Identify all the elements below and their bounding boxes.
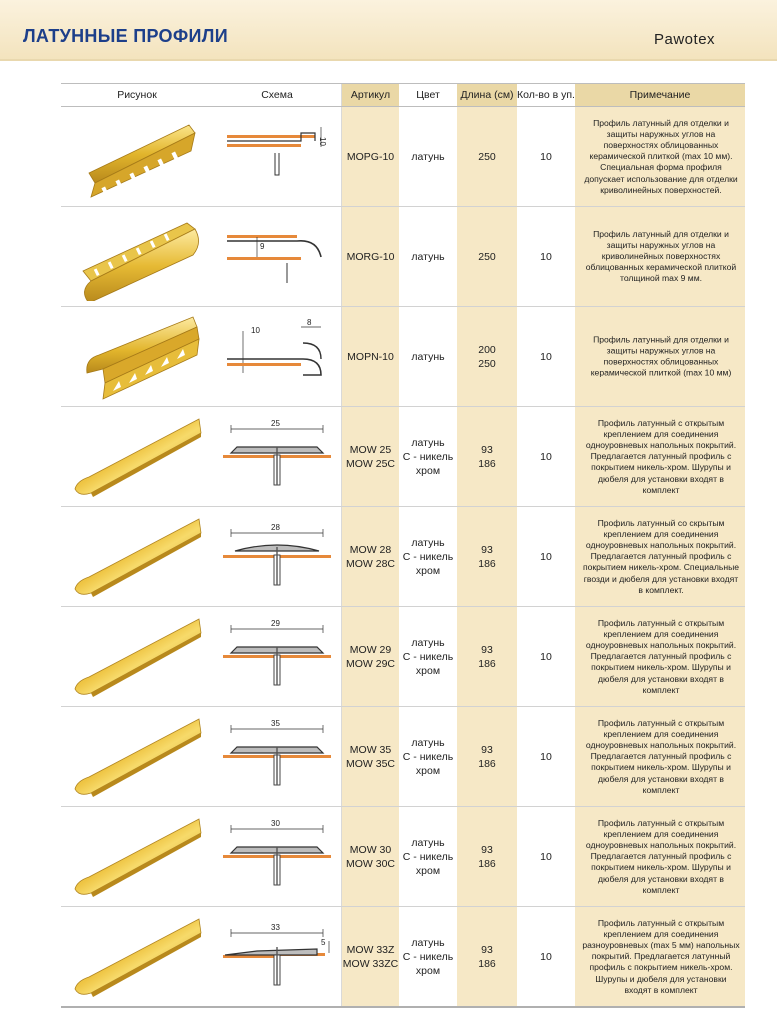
row-length: 250 <box>478 250 496 263</box>
row-picture <box>61 907 213 1006</box>
threshold-strip-image <box>69 911 205 1001</box>
row-quantity: 10 <box>540 550 552 563</box>
row-quantity: 10 <box>540 450 552 463</box>
row-note-cell <box>575 407 745 506</box>
table-row <box>61 207 745 307</box>
row-article-cell <box>342 107 399 206</box>
row-picture <box>61 707 213 806</box>
row-note: Профиль латунный со скрытым креплением для соединения одноуровневых напольных покрытий. Предлагается латунный профиль с покрытием никель-хром. Специальные гвозди и дюбеля для установки входят в комплект. <box>582 517 740 595</box>
row-length: 93 186 <box>478 743 496 770</box>
row-article-cell <box>342 307 399 406</box>
row-length: 93 186 <box>478 643 496 670</box>
header-scheme: Схема <box>213 84 342 106</box>
threshold-strip-image <box>69 411 205 501</box>
row-length: 93 186 <box>478 443 496 470</box>
scheme-drawing <box>217 113 337 193</box>
threshold-strip-image <box>69 711 205 801</box>
table-header <box>61 83 745 107</box>
row-scheme <box>213 407 342 506</box>
row-note-cell <box>575 507 745 606</box>
row-article: MOW 29 MOW 29C <box>345 643 395 670</box>
row-length-cell <box>457 807 517 906</box>
scheme-drawing <box>217 213 337 293</box>
row-note-cell <box>575 907 745 1006</box>
row-picture <box>61 507 213 606</box>
header-length: Длина (см) <box>457 84 517 106</box>
row-scheme <box>213 207 342 306</box>
row-picture <box>61 107 213 206</box>
row-article: MOW 35 MOW 35C <box>345 743 395 770</box>
row-color: латунь С - никель хром <box>402 936 454 977</box>
row-note-cell <box>575 807 745 906</box>
table-row <box>61 807 745 907</box>
dim-label: 28 <box>271 523 280 532</box>
row-article-cell <box>342 407 399 506</box>
header-picture: Рисунок <box>117 89 157 101</box>
header-article: Артикул <box>342 84 399 106</box>
row-color: латунь С - никель хром <box>402 836 454 877</box>
row-quantity: 10 <box>540 850 552 863</box>
table-row <box>61 407 745 507</box>
row-picture <box>61 207 213 306</box>
scheme-drawing <box>217 813 337 893</box>
scheme-drawing <box>217 313 337 393</box>
row-length-cell <box>457 307 517 406</box>
table-row <box>61 307 745 407</box>
row-picture <box>61 307 213 406</box>
dim-label: 8 <box>307 318 312 327</box>
row-length-cell <box>457 907 517 1006</box>
header-quantity: Кол-во в уп. <box>517 89 575 101</box>
row-scheme <box>213 107 342 206</box>
dim-label: 25 <box>271 419 280 428</box>
table-row <box>61 607 745 707</box>
row-quantity-cell <box>517 407 575 506</box>
row-color-cell <box>399 807 457 906</box>
row-note-cell <box>575 207 745 306</box>
row-quantity: 10 <box>540 250 552 263</box>
threshold-strip-image <box>69 611 205 701</box>
row-note: Профиль латунный для отделки и защиты наружных углов на поверхностях облицованных керамической плиткой (max 10 мм). Специальная форма профиля допускает использование для отделки криволинейных поверхностей. <box>584 117 738 195</box>
threshold-strip-image <box>69 511 205 601</box>
round-profile-image <box>69 211 205 301</box>
dim-label: 10 <box>251 326 260 335</box>
row-article: MOW 25 MOW 25C <box>345 443 395 470</box>
row-color: латунь <box>411 150 445 163</box>
dim-label: 35 <box>271 719 280 728</box>
row-scheme <box>213 507 342 606</box>
row-article-cell <box>342 907 399 1006</box>
brand-name: Pawotex <box>654 31 716 48</box>
dim-label: 5 <box>321 938 326 947</box>
row-note-cell <box>575 707 745 806</box>
row-quantity-cell <box>517 807 575 906</box>
row-quantity-cell <box>517 907 575 1006</box>
row-length-cell <box>457 607 517 706</box>
row-color: латунь С - никель хром <box>402 436 454 477</box>
row-scheme <box>213 707 342 806</box>
row-quantity-cell <box>517 307 575 406</box>
header-divider <box>0 59 777 61</box>
row-color-cell <box>399 307 457 406</box>
row-quantity-cell <box>517 207 575 306</box>
header-color: Цвет <box>416 89 440 101</box>
row-article: MOPG-10 <box>346 150 395 163</box>
threshold-strip-image <box>69 811 205 901</box>
dim-label: 9 <box>260 242 265 251</box>
product-table <box>61 83 745 1008</box>
row-article: MOW 33Z MOW 33ZC <box>342 943 399 970</box>
corner-profile-image <box>69 111 205 201</box>
row-article: MORG-10 <box>346 250 395 263</box>
row-color-cell <box>399 407 457 506</box>
row-length: 93 186 <box>478 543 496 570</box>
row-note: Профиль латунный с открытым креплением для соединения одноуровневых напольных покрытий. Предлагается латунный профиль с покрытием никель-хром. Шурупы и дюбеля для установки входят в комплект <box>585 717 737 795</box>
row-color-cell <box>399 607 457 706</box>
scheme-drawing <box>217 713 337 793</box>
page-title: ЛАТУННЫЕ ПРОФИЛИ <box>23 26 228 46</box>
row-length-cell <box>457 107 517 206</box>
row-color: латунь С - никель хром <box>402 536 454 577</box>
row-scheme <box>213 607 342 706</box>
table-row <box>61 907 745 1008</box>
row-quantity: 10 <box>540 950 552 963</box>
row-article-cell <box>342 607 399 706</box>
row-article-cell <box>342 807 399 906</box>
row-scheme <box>213 907 342 1006</box>
row-quantity: 10 <box>540 150 552 163</box>
row-note: Профиль латунный с открытым креплением для соединения одноуровневых напольных покрытий. Предлагается латунный профиль с покрытием никель-хром. Шурупы и дюбеля для установки входят в комплект <box>585 417 737 495</box>
row-note: Профиль латунный для отделки и защиты наружных углов на криволинейных поверхностях облицованных керамической плиткой толщиной max 9 мм. <box>585 228 737 284</box>
row-quantity-cell <box>517 707 575 806</box>
row-length-cell <box>457 707 517 806</box>
row-quantity: 10 <box>540 350 552 363</box>
row-article: MOW 30 MOW 30C <box>345 843 395 870</box>
row-note-cell <box>575 307 745 406</box>
row-article-cell <box>342 707 399 806</box>
row-scheme <box>213 807 342 906</box>
row-color: латунь С - никель хром <box>402 636 454 677</box>
row-length: 93 186 <box>478 843 496 870</box>
row-color-cell <box>399 907 457 1006</box>
dim-label: 29 <box>271 619 280 628</box>
table-row <box>61 107 745 207</box>
row-quantity: 10 <box>540 750 552 763</box>
row-note-cell <box>575 607 745 706</box>
table-row <box>61 707 745 807</box>
scheme-drawing <box>217 513 337 593</box>
row-length: 93 186 <box>478 943 496 970</box>
scheme-drawing <box>217 413 337 493</box>
row-color: латунь <box>411 350 445 363</box>
scheme-drawing <box>217 913 337 993</box>
row-note: Профиль латунный с открытым креплением для соединения одноуровневых напольных покрытий. Предлагается латунный профиль с покрытием никель-хром. Шурупы и дюбеля для установки входят в комплект <box>585 817 737 895</box>
row-note: Профиль латунный с открытым креплением для соединения одноуровневых напольных покрытий. Предлагается латунный профиль с покрытием никель-хром. Шурупы и дюбеля для установки входят в комплект <box>585 617 737 695</box>
row-article-cell <box>342 507 399 606</box>
row-quantity-cell <box>517 107 575 206</box>
row-quantity-cell <box>517 607 575 706</box>
row-length-cell <box>457 207 517 306</box>
row-picture <box>61 807 213 906</box>
row-color-cell <box>399 207 457 306</box>
quarter-round-profile-image <box>69 311 205 401</box>
row-note: Профиль латунный с открытым креплением для соединения разноуровневых (max 5 мм) напольных покрытий. Предлагается латунный профиль с покрытием никель-хром. Шурупы и дюбеля для установки входят в комплект <box>582 917 740 995</box>
row-article: MOW 28 MOW 28C <box>345 543 395 570</box>
row-color: латунь С - никель хром <box>402 736 454 777</box>
row-length: 250 <box>478 150 496 163</box>
row-scheme <box>213 307 342 406</box>
row-quantity: 10 <box>540 650 552 663</box>
row-length: 200 250 <box>478 343 496 370</box>
row-color-cell <box>399 507 457 606</box>
row-article-cell <box>342 207 399 306</box>
row-quantity-cell <box>517 507 575 606</box>
dim-label: 10 <box>318 137 327 146</box>
dim-label: 30 <box>271 819 280 828</box>
scheme-drawing <box>217 613 337 693</box>
row-color: латунь <box>411 250 445 263</box>
row-note-cell <box>575 107 745 206</box>
row-picture <box>61 607 213 706</box>
row-color-cell <box>399 707 457 806</box>
row-length-cell <box>457 507 517 606</box>
dim-label: 33 <box>271 923 280 932</box>
row-picture <box>61 407 213 506</box>
row-color-cell <box>399 107 457 206</box>
row-note: Профиль латунный для отделки и защиты наружных углов на поверхностях облицованных керамической плиткой (max 10 мм) <box>590 334 732 378</box>
row-article: MOPN-10 <box>347 350 394 363</box>
table-row <box>61 507 745 607</box>
row-length-cell <box>457 407 517 506</box>
header-note: Примечание <box>575 84 745 106</box>
